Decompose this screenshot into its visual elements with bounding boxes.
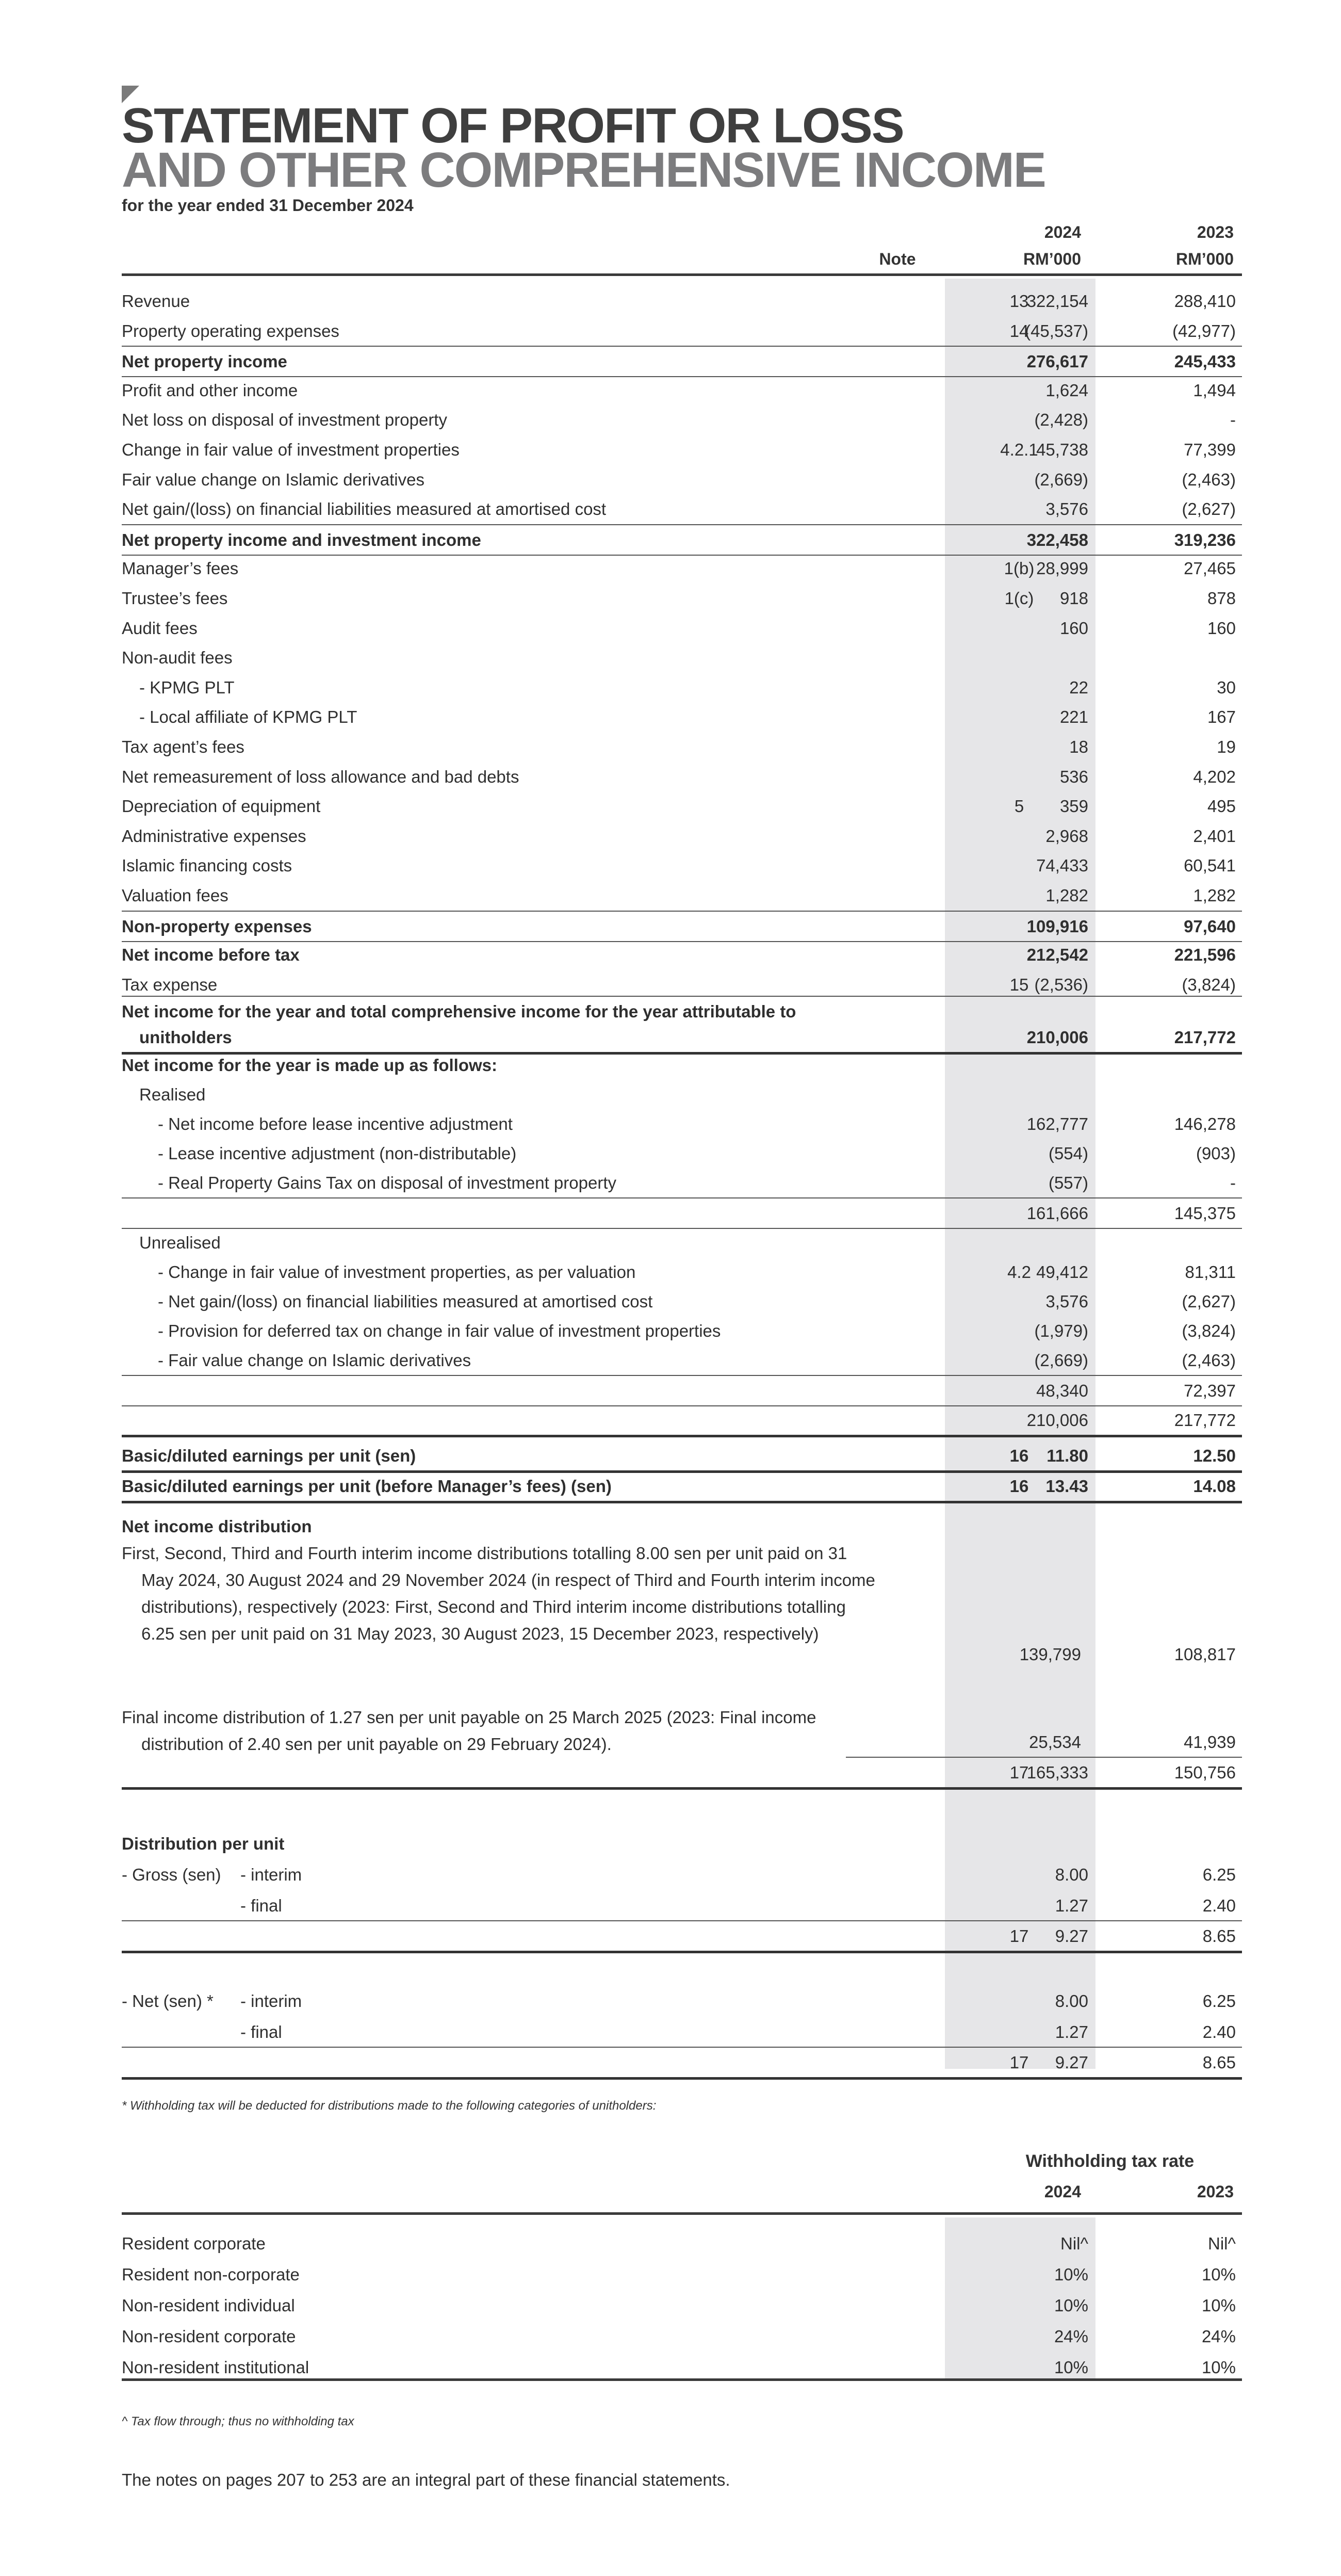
- distribution-heading: Net income distribution: [122, 1517, 312, 1536]
- dpu-net-final-row: [122, 2017, 1242, 2047]
- withholding-row-2-value-2024: 10%: [1054, 2296, 1088, 2315]
- distribution-final-text: [122, 1704, 880, 1758]
- statement-row-7-value-2023: (2,627): [1182, 499, 1236, 519]
- realised-row-2-label: - Real Property Gains Tax on disposal of investment property: [158, 1173, 616, 1192]
- statement-row-5-note: 4.2.1: [1000, 440, 1038, 459]
- statement-row-6-label: Fair value change on Islamic derivatives: [122, 470, 424, 489]
- dpu-gross-interim-2024: 8.00: [1055, 1865, 1088, 1884]
- realised-row-1-value-2023: (903): [1196, 1144, 1236, 1163]
- unrealised-row-3-value-2024: (2,669): [1034, 1351, 1088, 1370]
- withholding-row-4-value-2023: 10%: [1201, 2358, 1236, 2377]
- unrealised-row-2: [122, 1316, 1242, 1346]
- withholding-year-2024: 2024: [1044, 2182, 1081, 2201]
- withholding-header-rule: [122, 2212, 1242, 2215]
- statement-row-10: [122, 584, 1242, 613]
- realised-row-1-value-2024: (554): [1048, 1144, 1088, 1163]
- distribution-interim-2023: 108,817: [1174, 1645, 1236, 1664]
- statement-row-16: [122, 762, 1242, 791]
- statement-row-12: [122, 643, 1242, 672]
- withholding-row-0: [122, 2229, 1242, 2258]
- statement-row-6-value-2024: (2,669): [1034, 470, 1088, 489]
- header-rule: [122, 273, 1242, 276]
- withholding-row-3-value-2024: 24%: [1054, 2327, 1088, 2346]
- unrealised-row-3-label: - Fair value change on Islamic derivatives: [158, 1351, 471, 1370]
- statement-row-5-value-2023: 77,399: [1184, 440, 1236, 459]
- statement-row-20-value-2024: 1,282: [1045, 886, 1088, 905]
- statement-row-7-value-2024: 3,576: [1045, 499, 1088, 519]
- statement-row-0-label: Revenue: [122, 291, 190, 311]
- net-income-total-label2: unitholders: [139, 1028, 232, 1047]
- realised-row-0: [122, 1109, 1242, 1139]
- statement-row-13-value-2023: 30: [1217, 678, 1236, 697]
- statement-row-23-label: Tax expense: [122, 975, 218, 994]
- statement-row-6: [122, 465, 1242, 494]
- dpu-gross-final-2023: 2.40: [1202, 1896, 1236, 1915]
- statement-row-2: [122, 346, 1242, 377]
- unrealised-row-1-value-2023: (2,627): [1182, 1292, 1236, 1311]
- statement-row-16-label: Net remeasurement of loss allowance and bad debts: [122, 767, 519, 786]
- distribution-total-row: [122, 1758, 1242, 1790]
- statement-row-5-label: Change in fair value of investment properties: [122, 440, 460, 459]
- statement-row-22: [122, 940, 1242, 969]
- unrealised-row-3-value-2023: (2,463): [1182, 1351, 1236, 1370]
- statement-row-18-value-2023: 2,401: [1193, 827, 1236, 846]
- statement-row-21-value-2023: 97,640: [1184, 917, 1236, 936]
- statement-row-11-value-2024: 160: [1059, 619, 1088, 638]
- statement-row-0-value-2023: 288,410: [1174, 291, 1236, 311]
- statement-row-0-value-2024: 322,154: [1026, 291, 1088, 311]
- realised-row-2: [122, 1168, 1242, 1197]
- statement-row-14-value-2024: 221: [1059, 707, 1088, 726]
- statement-row-1-value-2023: (42,977): [1172, 321, 1236, 341]
- header-unit-2024: RM’000: [1023, 250, 1081, 268]
- net-income-total-label1: Net income for the year and total comprehensive income for the year attributable to: [122, 1002, 796, 1021]
- unrealised-row-1-value-2024: 3,576: [1045, 1292, 1088, 1311]
- unrealised-label-row: [122, 1228, 1242, 1257]
- statement-row-8-label: Net property income and investment income: [122, 530, 481, 549]
- statement-row-14-label: - Local affiliate of KPMG PLT: [139, 707, 357, 726]
- statement-row-1-label: Property operating expenses: [122, 321, 339, 341]
- statement-row-2-value-2024: 276,617: [1026, 352, 1088, 371]
- realised-label-row: [122, 1080, 1242, 1109]
- eps-before-fees-2023: 14.08: [1193, 1477, 1236, 1496]
- eps-before-fees-note: 16: [1009, 1477, 1029, 1496]
- statement-row-9: [122, 554, 1242, 583]
- dpu-gross-interim-label: - interim: [240, 1865, 302, 1884]
- page-title-line2: AND OTHER COMPREHENSIVE INCOME: [122, 142, 1045, 198]
- realised-total-2024: 161,666: [1026, 1204, 1088, 1223]
- statement-row-8-value-2024: 322,458: [1026, 530, 1088, 549]
- statement-row-10-value-2024: 918: [1059, 589, 1088, 608]
- withholding-row-2: [122, 2291, 1242, 2320]
- unrealised-row-0-value-2023: 81,311: [1185, 1262, 1236, 1282]
- withholding-row-3: [122, 2322, 1242, 2351]
- caret-footnote: ^ Tax flow through; thus no withholding tax: [122, 2415, 354, 2428]
- page-subtitle: for the year ended 31 December 2024: [122, 196, 414, 215]
- statement-row-4-value-2023: -: [1230, 410, 1236, 429]
- statement-row-5-value-2024: 45,738: [1036, 440, 1088, 459]
- unrealised-row-0-label: - Change in fair value of investment properties, as per valuation: [158, 1262, 636, 1282]
- statement-row-16-value-2023: 4,202: [1193, 767, 1236, 786]
- dpu-net-interim-2024: 8.00: [1055, 1991, 1088, 2011]
- statement-row-13: [122, 673, 1242, 702]
- withholding-heading: Withholding tax rate: [1025, 2151, 1195, 2171]
- dpu-heading-row: [122, 1829, 1242, 1858]
- statement-row-13-label: - KPMG PLT: [139, 678, 235, 697]
- statement-row-2-label: Net property income: [122, 352, 287, 371]
- dpu-net-total-row: [122, 2047, 1242, 2080]
- statement-row-4-label: Net loss on disposal of investment property: [122, 410, 447, 429]
- dpu-gross-final-row: [122, 1891, 1242, 1920]
- unrealised-row-0: [122, 1257, 1242, 1287]
- dpu-net-final-2023: 2.40: [1202, 2022, 1236, 2042]
- statement-row-14-value-2023: 167: [1207, 707, 1236, 726]
- statement-row-17: [122, 791, 1242, 821]
- statement-row-1-value-2024: (45,537): [1025, 321, 1088, 341]
- made-up-heading-label: Net income for the year is made up as follows:: [122, 1056, 498, 1075]
- page-title-line1: STATEMENT OF PROFIT OR LOSS: [122, 98, 904, 153]
- statement-row-21-value-2024: 109,916: [1026, 917, 1088, 936]
- unrealised-row-3: [122, 1346, 1242, 1375]
- statement-row-15-value-2024: 18: [1069, 737, 1088, 756]
- statement-row-3-label: Profit and other income: [122, 381, 298, 400]
- eps-basic-label: Basic/diluted earnings per unit (sen): [122, 1446, 416, 1465]
- distribution-total-top-rule: [846, 1757, 1242, 1758]
- unrealised-total-2024: 48,340: [1036, 1381, 1088, 1400]
- statement-row-1-note: 14: [1009, 321, 1029, 341]
- statement-row-9-label: Manager’s fees: [122, 559, 239, 578]
- made-up-grand-total-2024: 210,006: [1026, 1411, 1088, 1430]
- eps-row-before-fees: [122, 1471, 1242, 1503]
- statement-row-23: [122, 970, 1242, 999]
- realised-label: Realised: [139, 1085, 206, 1104]
- statement-row-20-label: Valuation fees: [122, 886, 228, 905]
- dpu-net-interim-2023: 6.25: [1202, 1991, 1236, 2011]
- statement-row-17-value-2024: 359: [1059, 797, 1088, 816]
- withholding-year-2023: 2023: [1197, 2182, 1234, 2201]
- net-income-total-2024: 210,006: [1026, 1028, 1088, 1047]
- distribution-total-2023: 150,756: [1174, 1763, 1236, 1782]
- statement-row-7-label: Net gain/(loss) on financial liabilities measured at amortised cost: [122, 499, 607, 519]
- dpu-net-total-note: 17: [1009, 2053, 1029, 2072]
- eps-before-fees-label: Basic/diluted earnings per unit (before Manager’s fees) (sen): [122, 1477, 612, 1496]
- statement-row-16-value-2024: 536: [1059, 767, 1088, 786]
- dpu-gross-total-2023: 8.65: [1202, 1926, 1236, 1946]
- dpu-net-final-2024: 1.27: [1055, 2022, 1088, 2042]
- realised-row-0-value-2024: 162,777: [1026, 1114, 1088, 1133]
- statement-row-17-note: 5: [1014, 797, 1024, 816]
- statement-row-19: [122, 851, 1242, 880]
- unrealised-label: Unrealised: [139, 1233, 221, 1252]
- statement-row-0-note: 13: [1009, 291, 1029, 311]
- statement-row-19-value-2023: 60,541: [1184, 856, 1236, 875]
- distribution-heading-row: [122, 1512, 1242, 1541]
- statement-row-22-value-2024: 212,542: [1026, 945, 1088, 964]
- dpu-net-final-label: - final: [240, 2022, 282, 2042]
- statement-row-11-label: Audit fees: [122, 619, 198, 638]
- eps-basic-note: 16: [1009, 1446, 1029, 1465]
- statement-row-18: [122, 821, 1242, 851]
- withholding-row-2-value-2023: 10%: [1201, 2296, 1236, 2315]
- statement-row-15-label: Tax agent’s fees: [122, 737, 244, 756]
- withholding-row-1-value-2023: 10%: [1201, 2265, 1236, 2284]
- closing-note: The notes on pages 207 to 253 are an integral part of these financial statements.: [122, 2470, 730, 2489]
- statement-row-9-value-2024: 28,999: [1036, 559, 1088, 578]
- distribution-final-paragraph: Final income distribution of 1.27 sen per unit payable on 25 March 2025 (2023: Final income distribution of 2.40 sen per unit payable on 29 February 2024).: [122, 1708, 816, 1754]
- made-up-heading: [122, 1050, 1242, 1080]
- statement-row-23-value-2023: (3,824): [1182, 975, 1236, 994]
- withholding-row-1: [122, 2260, 1242, 2289]
- withholding-row-2-label: Non-resident individual: [122, 2296, 295, 2315]
- statement-row-4: [122, 405, 1242, 434]
- dpu-gross-interim-row: [122, 1860, 1242, 1889]
- statement-row-22-label: Net income before tax: [122, 945, 300, 964]
- statement-row-17-label: Depreciation of equipment: [122, 797, 321, 816]
- statement-row-12-label: Non-audit fees: [122, 648, 233, 667]
- header-year-2024: 2024: [1044, 223, 1081, 241]
- dpu-gross-label: - Gross (sen): [122, 1865, 221, 1884]
- statement-row-17-value-2023: 495: [1207, 797, 1236, 816]
- dpu-gross-total-2024: 9.27: [1055, 1926, 1088, 1946]
- header-unit-2023: RM’000: [1175, 250, 1234, 268]
- statement-row-3: [122, 376, 1242, 405]
- dpu-gross-total-row: [122, 1920, 1242, 1953]
- statement-row-8-value-2023: 319,236: [1174, 530, 1236, 549]
- unrealised-row-2-label: - Provision for deferred tax on change in fair value of investment properties: [158, 1321, 721, 1340]
- unrealised-total-row: [122, 1375, 1242, 1406]
- unrealised-row-1: [122, 1287, 1242, 1316]
- dpu-net-label: - Net (sen) *: [122, 1991, 214, 2011]
- unrealised-row-0-note: 4.2: [1007, 1262, 1031, 1282]
- header-year-2023: 2023: [1197, 223, 1234, 241]
- statement-row-13-value-2024: 22: [1069, 678, 1088, 697]
- statement-row-10-note: 1(c): [1004, 589, 1034, 608]
- statement-row-11-value-2023: 160: [1207, 619, 1236, 638]
- unrealised-total-2023: 72,397: [1184, 1381, 1236, 1400]
- statement-row-2-value-2023: 245,433: [1174, 352, 1236, 371]
- withholding-row-4-label: Non-resident institutional: [122, 2358, 309, 2377]
- realised-total-2023: 145,375: [1174, 1204, 1236, 1223]
- dpu-net-interim-label: - interim: [240, 1991, 302, 2011]
- statement-row-15-value-2023: 19: [1217, 737, 1236, 756]
- eps-row-basic: [122, 1441, 1242, 1473]
- statement-row-4-value-2024: (2,428): [1034, 410, 1088, 429]
- made-up-grand-total-2023: 217,772: [1174, 1411, 1236, 1430]
- withholding-row-0-value-2023: Nil^: [1208, 2234, 1236, 2253]
- dpu-gross-final-2024: 1.27: [1055, 1896, 1088, 1915]
- withholding-footnote: * Withholding tax will be deducted for distributions made to the following categories of unitholders:: [122, 2099, 657, 2113]
- statement-row-14: [122, 702, 1242, 732]
- statement-row-9-value-2023: 27,465: [1184, 559, 1236, 578]
- dpu-gross-interim-2023: 6.25: [1202, 1865, 1236, 1884]
- statement-row-8: [122, 524, 1242, 556]
- withholding-row-3-label: Non-resident corporate: [122, 2327, 296, 2346]
- withholding-row-4: [122, 2353, 1242, 2382]
- distribution-interim-text: [122, 1540, 880, 1647]
- dpu-net-total-2024: 9.27: [1055, 2053, 1088, 2072]
- statement-row-15: [122, 732, 1242, 762]
- withholding-row-1-value-2024: 10%: [1054, 2265, 1088, 2284]
- unrealised-row-1-label: - Net gain/(loss) on financial liabilities measured at amortised cost: [158, 1292, 653, 1311]
- distribution-total-2024: 165,333: [1026, 1763, 1088, 1782]
- withholding-row-4-value-2024: 10%: [1054, 2358, 1088, 2377]
- statement-row-5: [122, 435, 1242, 464]
- distribution-final-2023: 41,939: [1184, 1732, 1236, 1752]
- realised-row-1: [122, 1139, 1242, 1168]
- statement-row-19-value-2024: 74,433: [1036, 856, 1088, 875]
- unrealised-row-2-value-2023: (3,824): [1182, 1321, 1236, 1340]
- unrealised-row-0-value-2024: 49,412: [1036, 1262, 1088, 1282]
- realised-row-1-label: - Lease incentive adjustment (non-distributable): [158, 1144, 517, 1163]
- net-income-total-line2: [122, 1023, 1242, 1055]
- net-income-total-2023: 217,772: [1174, 1028, 1236, 1047]
- realised-total-row: [122, 1197, 1242, 1229]
- statement-row-11: [122, 613, 1242, 643]
- realised-row-0-label: - Net income before lease incentive adjustment: [158, 1114, 513, 1133]
- withholding-row-3-value-2023: 24%: [1201, 2327, 1236, 2346]
- header-note: Note: [879, 250, 916, 268]
- statement-row-21-label: Non-property expenses: [122, 917, 312, 936]
- statement-row-23-value-2024: (2,536): [1034, 975, 1088, 994]
- statement-row-18-label: Administrative expenses: [122, 827, 306, 846]
- statement-row-0: [122, 286, 1242, 316]
- dpu-gross-total-note: 17: [1009, 1926, 1029, 1946]
- dpu-net-interim-row: [122, 1986, 1242, 2016]
- dpu-heading: Distribution per unit: [122, 1834, 285, 1853]
- realised-row-0-value-2023: 146,278: [1174, 1114, 1236, 1133]
- statement-row-3-value-2024: 1,624: [1045, 381, 1088, 400]
- withholding-row-0-label: Resident corporate: [122, 2234, 266, 2253]
- unrealised-row-2-value-2024: (1,979): [1034, 1321, 1088, 1340]
- statement-row-20-value-2023: 1,282: [1193, 886, 1236, 905]
- eps-basic-2024: 11.80: [1046, 1446, 1088, 1465]
- withholding-row-0-value-2024: Nil^: [1060, 2234, 1088, 2253]
- statement-row-21: [122, 911, 1242, 942]
- statement-row-6-value-2023: (2,463): [1182, 470, 1236, 489]
- realised-row-2-value-2023: -: [1230, 1173, 1236, 1192]
- statement-row-1: [122, 316, 1242, 346]
- dpu-gross-final-label: - final: [240, 1896, 282, 1915]
- eps-basic-2023: 12.50: [1193, 1446, 1236, 1465]
- distribution-interim-2024: 139,799: [1019, 1645, 1081, 1664]
- statement-row-7: [122, 494, 1242, 524]
- statement-row-22-value-2023: 221,596: [1174, 945, 1236, 964]
- statement-row-20: [122, 881, 1242, 910]
- withholding-row-1-label: Resident non-corporate: [122, 2265, 300, 2284]
- dpu-net-total-2023: 8.65: [1202, 2053, 1236, 2072]
- statement-row-23-note: 15: [1009, 975, 1029, 994]
- distribution-final-2024: 25,534: [1029, 1732, 1081, 1752]
- statement-row-3-value-2023: 1,494: [1193, 381, 1236, 400]
- statement-row-19-label: Islamic financing costs: [122, 856, 292, 875]
- distribution-total-note: 17: [1009, 1763, 1029, 1782]
- made-up-grand-total-row: [122, 1405, 1242, 1437]
- statement-row-9-note: 1(b): [1004, 559, 1035, 578]
- net-income-total-line1: [122, 996, 1242, 1026]
- statement-row-10-label: Trustee’s fees: [122, 589, 228, 608]
- eps-before-fees-2024: 13.43: [1045, 1477, 1088, 1496]
- statement-row-18-value-2024: 2,968: [1045, 827, 1088, 846]
- statement-row-10-value-2023: 878: [1207, 589, 1236, 608]
- realised-row-2-value-2024: (557): [1048, 1173, 1088, 1192]
- distribution-interim-paragraph: First, Second, Third and Fourth interim income distributions totalling 8.00 sen per unit paid on 31 May 2024, 30 August 2024 and 29 November 2024 (in respect of Third and Fourth interim income distributions), respectively (2023: First, Second and Third interim income distributions totalling 6.25 sen per unit paid on 31 May 2023, 30 August 2023, 15 December 2023, respectively): [122, 1544, 875, 1643]
